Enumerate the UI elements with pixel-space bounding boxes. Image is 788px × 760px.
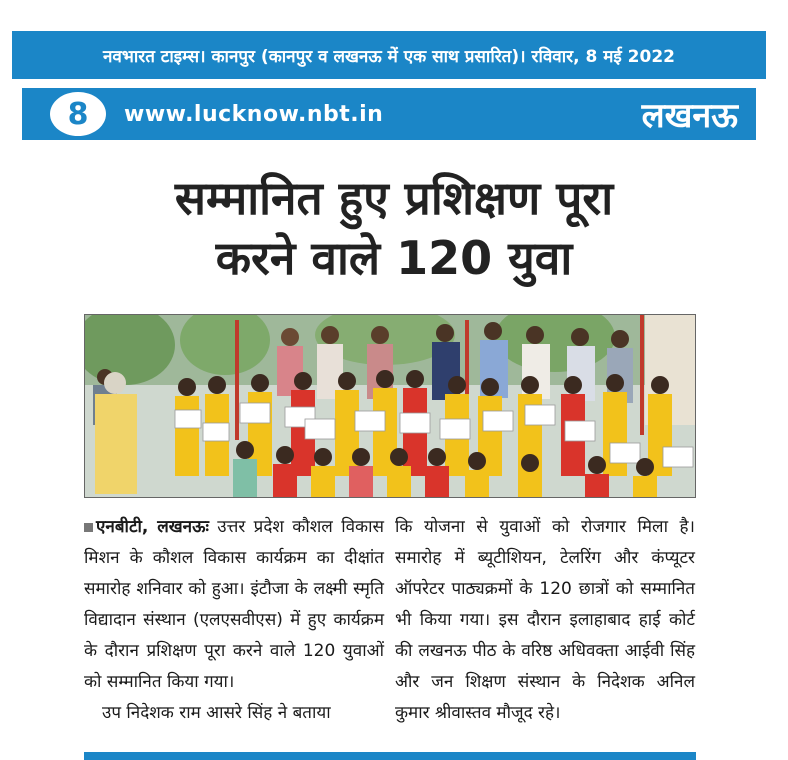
- article-paragraph-2: उप निदेशक राम आसरे सिंह ने बताया: [102, 703, 331, 723]
- next-photo-edge: [84, 752, 696, 760]
- masthead-info-text: नवभारत टाइम्स। कानपुर (कानपुर व लखनऊ में एक साथ प्रसारित)। रविवार, 8 मई 2022: [103, 46, 675, 67]
- masthead-info-bar: [12, 31, 766, 79]
- article-paragraph-1: उत्तर प्रदेश कौशल विकास मिशन के कौशल विकास कार्यक्रम का दीक्षांत समारोह शनिवार को हुआ। इंटौजा के लक्ष्मी स्मृति विद्यादान संस्थान (एलएसवीएस) में हुए कार्यक्रम के दौरान प्रशिक्षण पूरा करने वाले 120 युवाओं को सम्मानित किया गया।: [84, 517, 384, 692]
- group-photo: [84, 314, 696, 498]
- group-photo-illustration: [85, 315, 695, 497]
- headline-line-1: सम्मानित हुए प्रशिक्षण पूरा: [174, 171, 614, 225]
- section-bar: [22, 88, 756, 140]
- dateline-bullet: [84, 523, 93, 532]
- article-column-2: [395, 512, 695, 729]
- article-paragraph-3: कि योजना से युवाओं को रोजगार मिला है। समारोह में ब्यूटीशियन, टेलरिंग और कंप्यूटर ऑपरेटर पाठ्यक्रमों के 120 छात्रों को सम्मानित भी किया गया। इस दौरान इलाहाबाद हाई कोर्ट की लखनऊ पीठ के वरिष्ठ अधिवक्ता आईवी सिंह और जन शिक्षण संस्थान के निदेशक अनिल कुमार श्रीवास्तव मौजूद रहे।: [395, 517, 695, 723]
- page-number-badge: 8: [50, 92, 106, 136]
- article-headline: [40, 168, 748, 288]
- article-column-1: [84, 512, 384, 729]
- website-url: www.lucknow.nbt.in: [124, 101, 384, 127]
- headline-line-2: करने वाले 120 युवा: [215, 231, 573, 285]
- article-dateline: एनबीटी, लखनऊः: [96, 517, 209, 537]
- section-city-title: लखनऊ: [641, 96, 738, 136]
